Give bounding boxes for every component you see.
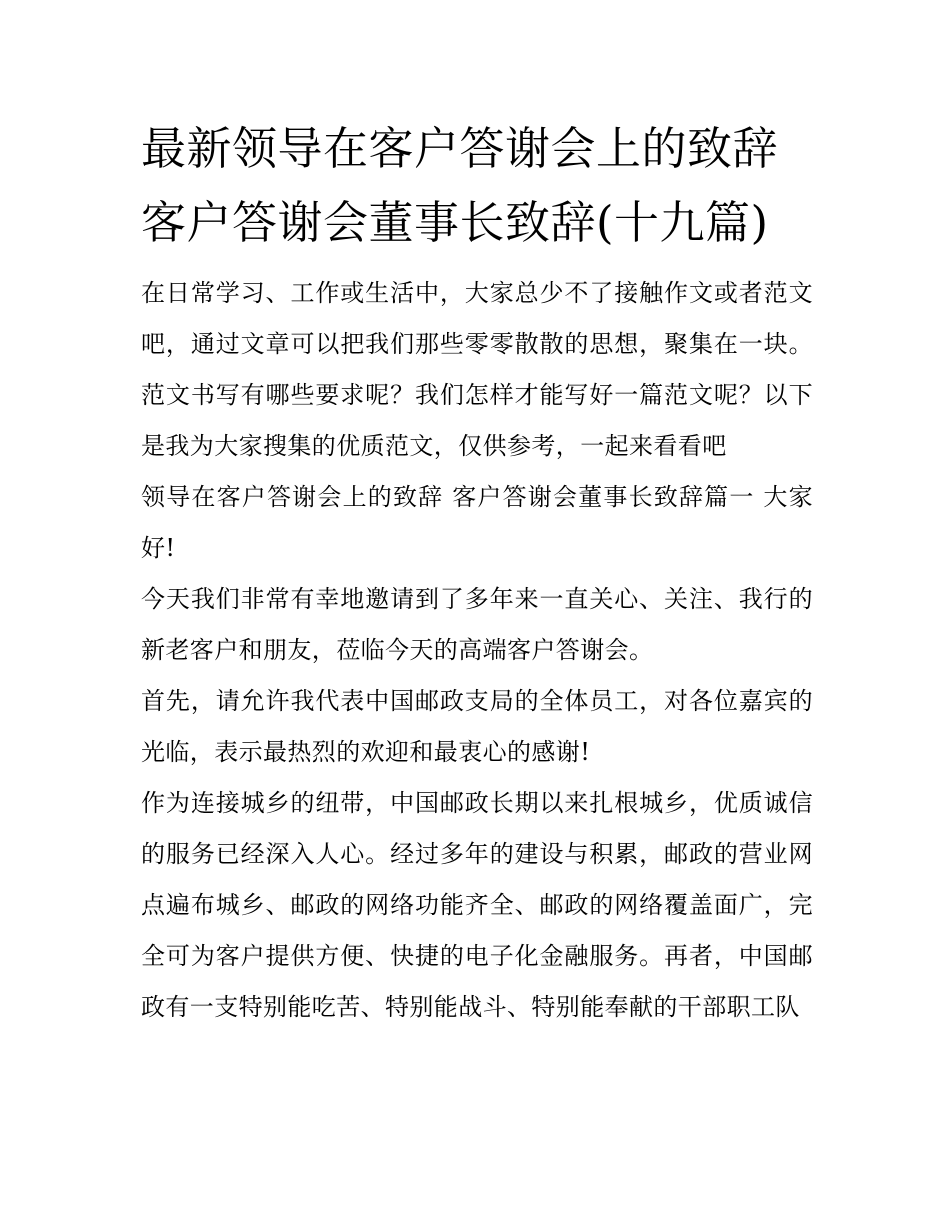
- document-body: [141, 112, 813, 1033]
- paragraph-welcome: 今天我们非常有幸地邀请到了多年来一直关心、关注、我行的新老客户和朋友，莅临今天的高端客户答谢会。: [141, 585, 813, 664]
- paragraph-thanks: 首先，请允许我代表中国邮政支局的全体员工，对各位嘉宾的光临，表示最热烈的欢迎和最衷心的感谢!: [141, 687, 813, 766]
- paragraph-greeting: 领导在客户答谢会上的致辞 客户答谢会董事长致辞篇一 大家好!: [141, 483, 813, 562]
- paragraph-postal-service: 作为连接城乡的纽带，中国邮政长期以来扎根城乡，优质诚信的服务已经深入人心。经过多年的建设与积累，邮政的营业网点遍布城乡、邮政的网络功能齐全、邮政的网络覆盖面广，完全可为客户提供方便、快捷的电子化金融服务。再者，中国邮政有一支特别能吃苦、特别能战斗、特别能奉献的干部职工队: [141, 789, 813, 1021]
- document-title: 最新领导在客户答谢会上的致辞 客户答谢会董事长致辞(十九篇): [141, 122, 779, 249]
- paragraph-intro: 在日常学习、工作或生活中，大家总少不了接触作文或者范文吧，通过文章可以把我们那些零零散散的思想，聚集在一块。范文书写有哪些要求呢？我们怎样才能写好一篇范文呢？以下是我为大家搜集的优质范文，仅供参考，一起来看看吧: [141, 279, 813, 460]
